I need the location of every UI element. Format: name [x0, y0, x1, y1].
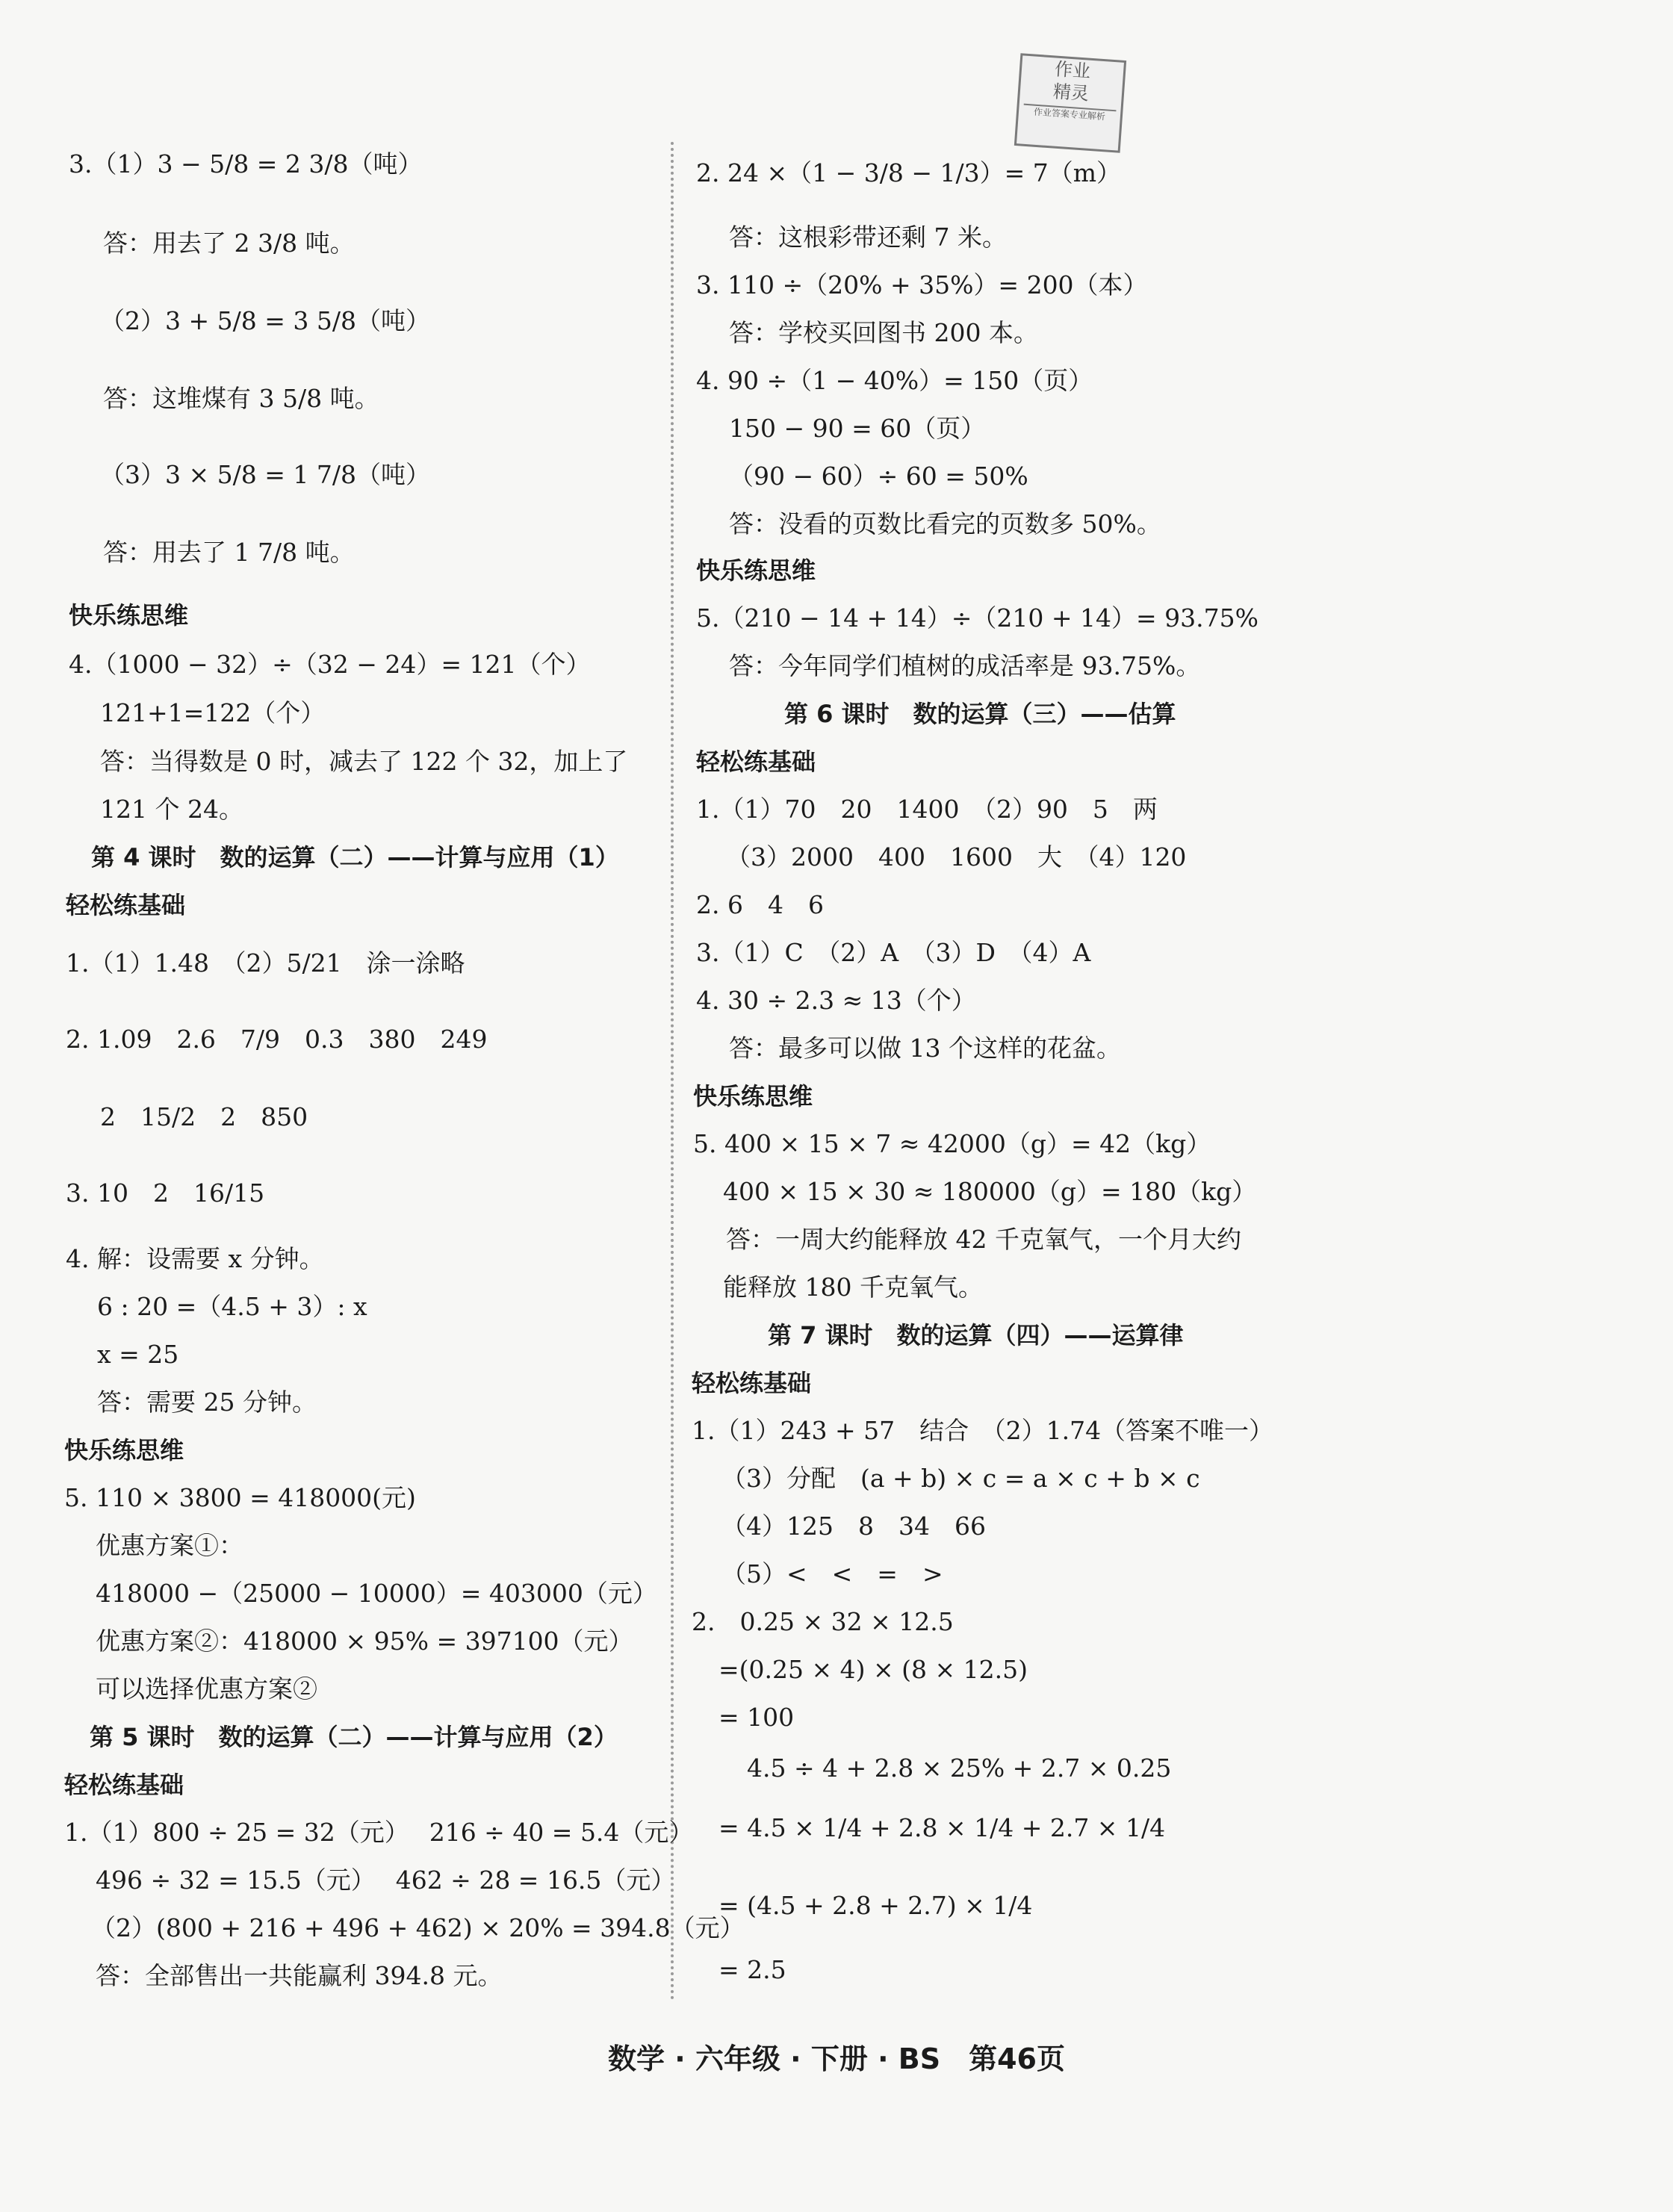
lesson-title: 第 7 课时 数的运算（四）——运算律 [768, 1321, 1184, 1349]
answer-line: （3）3 × 5/8 = 1 7/8（吨） [100, 460, 430, 489]
answer-line: 121 个 24。 [100, 795, 243, 824]
answer-line: 4. 30 ÷ 2.3 ≈ 13（个） [696, 986, 976, 1015]
answer-line: 4.（1000 − 32）÷（32 − 24）= 121（个） [69, 650, 591, 679]
answer-line: 3.（1）C （2）A （3）D （4）A [696, 938, 1091, 967]
answer-line: 优惠方案①： [96, 1531, 243, 1560]
answer-line: 4. 90 ÷（1 − 40%）= 150（页） [696, 366, 1093, 395]
answer-line: 418000 −（25000 − 10000）= 403000（元） [96, 1579, 657, 1608]
answer-line: 2. 1.09 2.6 7/9 0.3 380 249 [66, 1025, 488, 1054]
answer-line: 答：没看的页数比看完的页数多 50%。 [729, 509, 1161, 538]
section-heading: 轻松练基础 [64, 1771, 184, 1799]
answer-line: 6 : 20 =（4.5 + 3）: x [97, 1292, 367, 1321]
answer-line: 答：当得数是 0 时，减去了 122 个 32，加上了 [100, 747, 628, 776]
answer-line: =(0.25 × 4) × (8 × 12.5) [718, 1655, 1028, 1684]
answer-line: 答：最多可以做 13 个这样的花盆。 [729, 1034, 1121, 1063]
answer-line: （3）2000 400 1600 大 （4）120 [726, 842, 1187, 872]
answer-line: 答：用去了 1 7/8 吨。 [103, 538, 355, 567]
answer-line: 4. 解：设需要 x 分钟。 [66, 1244, 324, 1273]
section-heading: 快乐练思维 [693, 1082, 813, 1110]
watermark-stamp [1014, 53, 1126, 153]
answer-line: （3）分配 (a + b) × c = a × c + b × c [721, 1464, 1200, 1493]
answer-line: 能释放 180 千克氧气。 [723, 1273, 983, 1302]
stamp-line-2: 精灵 [1052, 81, 1090, 105]
answer-line: 答：一周大约能释放 42 千克氧气，一个月大约 [726, 1225, 1241, 1254]
answer-line: 3.（1）3 − 5/8 = 2 3/8（吨） [69, 149, 423, 178]
answer-line: 5. 400 × 15 × 7 ≈ 42000（g）= 42（kg） [693, 1129, 1211, 1158]
section-heading: 轻松练基础 [692, 1369, 812, 1397]
answer-line: 答：需要 25 分钟。 [97, 1388, 317, 1417]
answer-line: 150 − 90 = 60（页） [729, 414, 986, 443]
answer-line: 答：这根彩带还剩 7 米。 [729, 223, 1007, 252]
answer-line: 400 × 15 × 30 ≈ 180000（g）= 180（kg） [723, 1177, 1257, 1206]
answer-line: 4.5 ÷ 4 + 2.8 × 25% + 2.7 × 0.25 [747, 1753, 1172, 1783]
answer-line: 5.（210 − 14 + 14）÷（210 + 14）= 93.75% [696, 603, 1258, 633]
stamp-tagline: 作业答案专业解析 [1023, 104, 1117, 124]
answer-line: 1.（1）243 + 57 结合 （2）1.74（答案不唯一） [692, 1416, 1274, 1445]
answer-line: = (4.5 + 2.8 + 2.7) × 1/4 [718, 1891, 1033, 1920]
answer-line: 答：这堆煤有 3 5/8 吨。 [103, 384, 379, 413]
answer-line: 可以选择优惠方案② [96, 1674, 317, 1703]
answer-line: 答：学校买回图书 200 本。 [729, 318, 1038, 347]
answer-line: 答：今年同学们植树的成活率是 93.75%。 [729, 651, 1201, 680]
answer-line: = 100 [718, 1703, 795, 1732]
section-heading: 轻松练基础 [66, 891, 186, 919]
answer-line: 2. 0.25 × 32 × 12.5 [692, 1607, 954, 1636]
section-heading: 快乐练思维 [69, 601, 189, 630]
answer-line: 496 ÷ 32 = 15.5（元） 462 ÷ 28 = 16.5（元） [96, 1865, 676, 1895]
answer-line: 5. 110 × 3800 = 418000(元) [64, 1483, 416, 1512]
answer-line: 2. 24 ×（1 − 3/8 − 1/3）= 7（m） [696, 158, 1122, 187]
answer-line: （2）(800 + 216 + 496 + 462) × 20% = 394.8（元） [91, 1913, 745, 1942]
answer-line: 2 15/2 2 850 [100, 1102, 308, 1131]
answer-line: （2）3 + 5/8 = 3 5/8（吨） [100, 306, 430, 335]
answer-line: 1.（1）800 ÷ 25 = 32（元） 216 ÷ 40 = 5.4（元） [64, 1818, 694, 1847]
answer-line: = 2.5 [718, 1955, 786, 1984]
section-heading: 轻松练基础 [696, 748, 816, 776]
answer-line: 1.（1）1.48 （2）5/21 涂一涂略 [66, 948, 465, 978]
answer-line: （4）125 8 34 66 [721, 1512, 986, 1541]
answer-line: 答：用去了 2 3/8 吨。 [103, 229, 355, 258]
answer-line: 2. 6 4 6 [696, 890, 824, 919]
answer-line: x = 25 [97, 1340, 179, 1369]
section-heading: 快乐练思维 [64, 1436, 184, 1464]
answer-line: 1.（1）70 20 1400 （2）90 5 两 [696, 795, 1158, 824]
column-divider [671, 142, 674, 2001]
answer-line: 答：全部售出一共能赢利 394.8 元。 [96, 1961, 503, 1990]
answer-line: 121+1=122（个） [100, 698, 326, 727]
answer-line: = 4.5 × 1/4 + 2.8 × 1/4 + 2.7 × 1/4 [718, 1813, 1166, 1842]
page-footer: 数学 · 六年级 · 下册 · BS 第46页 [608, 2042, 1065, 2075]
stamp-line-1: 作业 [1054, 58, 1091, 82]
answer-line: 优惠方案②：418000 × 95% = 397100（元） [96, 1627, 633, 1656]
answer-line: （5）< < = > [721, 1559, 943, 1588]
section-heading: 快乐练思维 [696, 556, 816, 585]
answer-line: 3. 110 ÷（20% + 35%）= 200（本） [696, 270, 1148, 299]
answer-line: （90 − 60）÷ 60 = 50% [729, 462, 1028, 491]
lesson-title: 第 5 课时 数的运算（二）——计算与应用（2） [90, 1723, 618, 1751]
answer-line: 3. 10 2 16/15 [66, 1178, 265, 1208]
lesson-title: 第 6 课时 数的运算（三）——估算 [784, 700, 1176, 728]
lesson-title: 第 4 课时 数的运算（二）——计算与应用（1） [91, 843, 619, 872]
